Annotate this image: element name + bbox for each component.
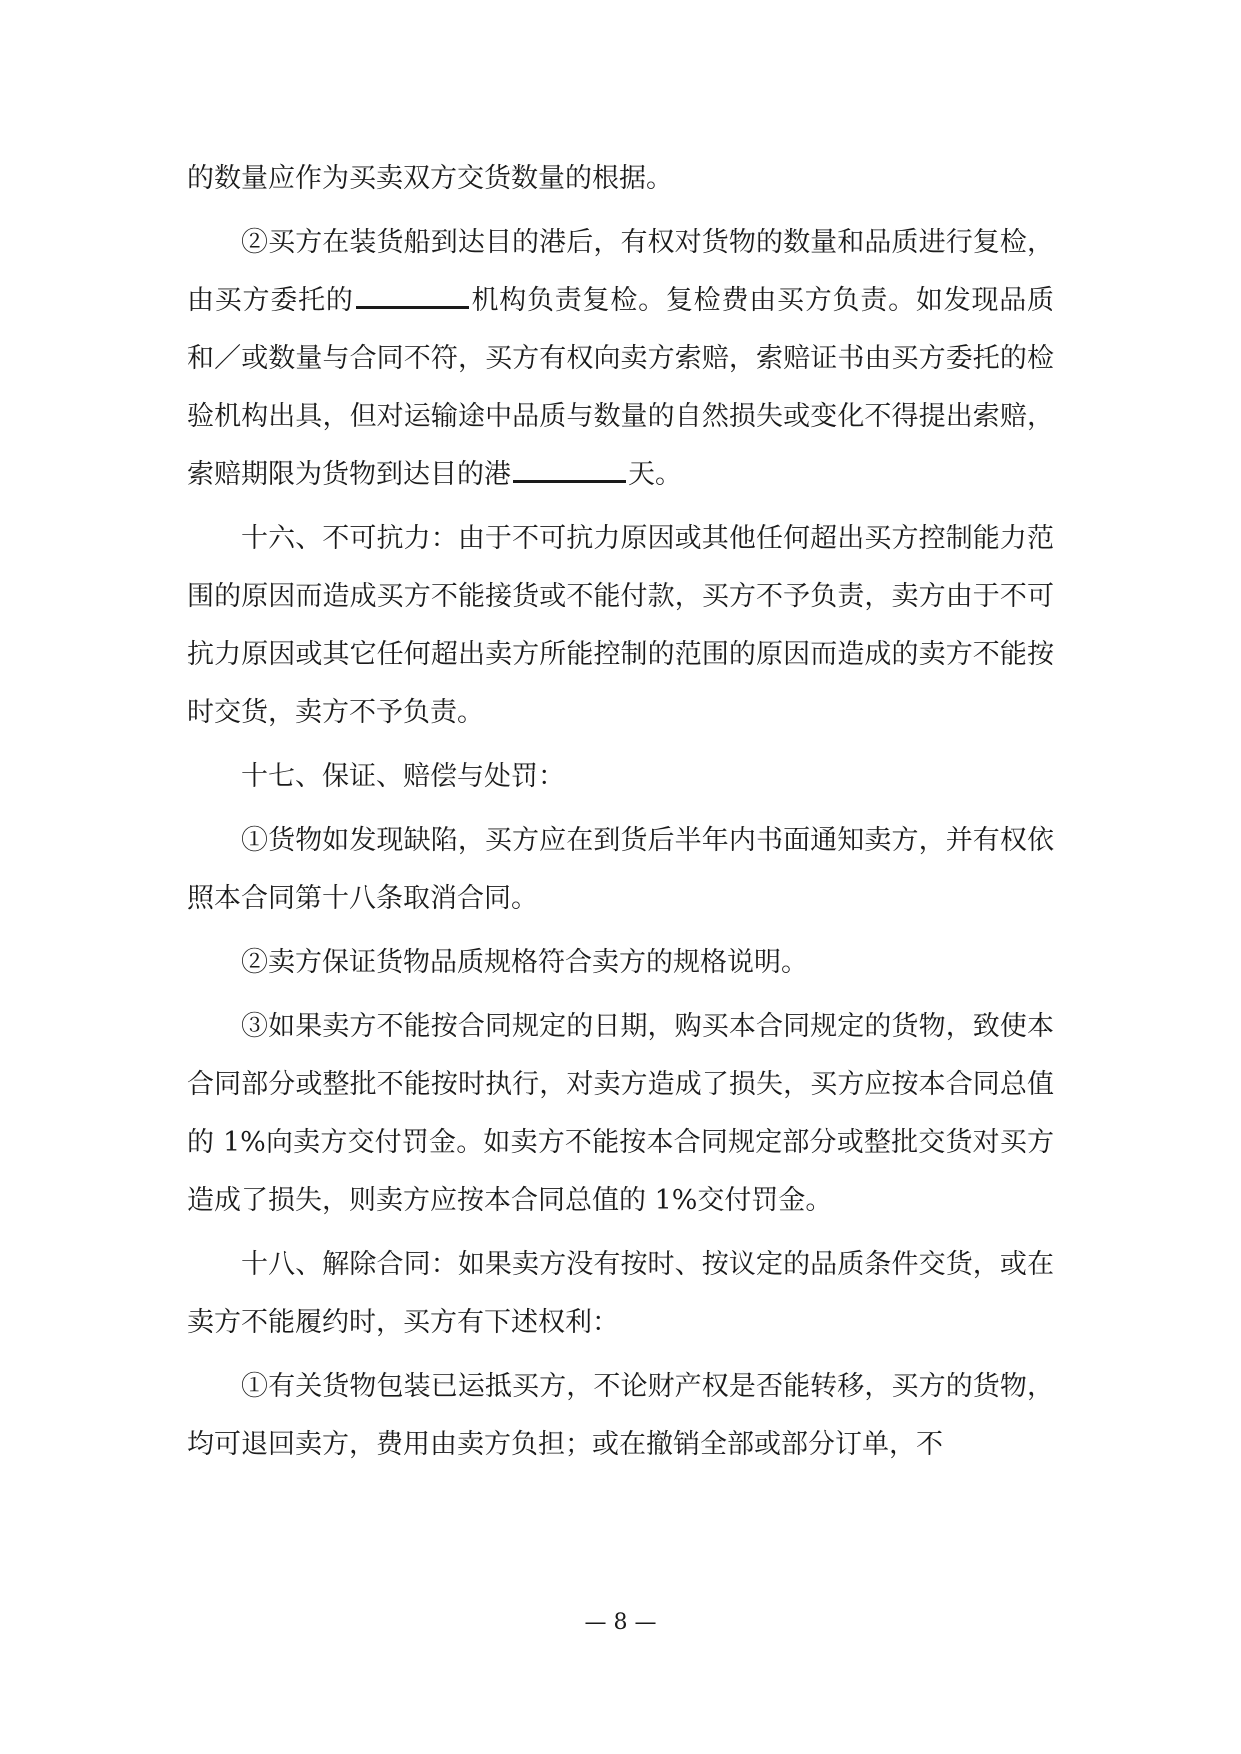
paragraph-penalty: ③如果卖方不能按合同规定的日期，购买本合同规定的货物，致使本合同部分或整批不能按时执行，对卖方造成了损失，买方应按本合同总值的 1%向卖方交付罚金。如卖方不能按本合同规定部分或整批交货对买方造成了损失，则卖方应按本合同总值的 1%交付罚金。	[187, 1011, 1054, 1216]
reinspection-text-part2: 机构负责复检。复检费由买方负责。如发现品质和／或数量与合同不符，买方有权向卖方索赔，索赔证书由买方委托的检验机构出具，但对运输途中品质与数量的自然损失或变化不得提出索赔，索赔期限为货物到达目的港	[187, 285, 1055, 490]
inspection-agency-blank	[356, 302, 469, 309]
paragraph-return-goods: ①有关货物包装已运抵买方，不论财产权是否能转移，买方的货物，均可退回卖方，费用由卖方负担；或在撤销全部或部分订单，不	[187, 1371, 1054, 1460]
paragraph-force-majeure: 十六、不可抗力：由于不可抗力原因或其他任何超出买方控制能力范围的原因而造成买方不能接货或不能付款，买方不予负责，卖方由于不可抗力原因或其它任何超出卖方所能控制的范围的原因而造成的卖方不能按时交货，卖方不予负责。	[187, 523, 1054, 728]
paragraph-termination: 十八、解除合同：如果卖方没有按时、按议定的品质条件交货，或在卖方不能履约时，买方有下述权利：	[187, 1249, 1054, 1338]
paragraph-quality-guarantee: ②卖方保证货物品质规格符合卖方的规格说明。	[241, 947, 808, 978]
page-number: — 8 —	[584, 1610, 657, 1635]
paragraph-guarantee-heading: 十七、保证、赔偿与处罚：	[241, 761, 565, 792]
paragraph-quantity-basis: 的数量应作为买卖双方交货数量的根据。	[187, 163, 673, 194]
reinspection-text-part1: ②买方在装货船到达目的港后，有权对货物的数量和品质进行复检，由买方委托的	[187, 227, 1054, 316]
paragraph-defect-notice: ①货物如发现缺陷，买方应在到货后半年内书面通知卖方，并有权依照本合同第十八条取消合同。	[187, 825, 1054, 914]
claim-days-blank	[513, 476, 626, 483]
paragraph-reinspection	[187, 214, 1054, 504]
reinspection-text-part3: 天。	[628, 459, 682, 490]
document-body	[187, 150, 1054, 1480]
